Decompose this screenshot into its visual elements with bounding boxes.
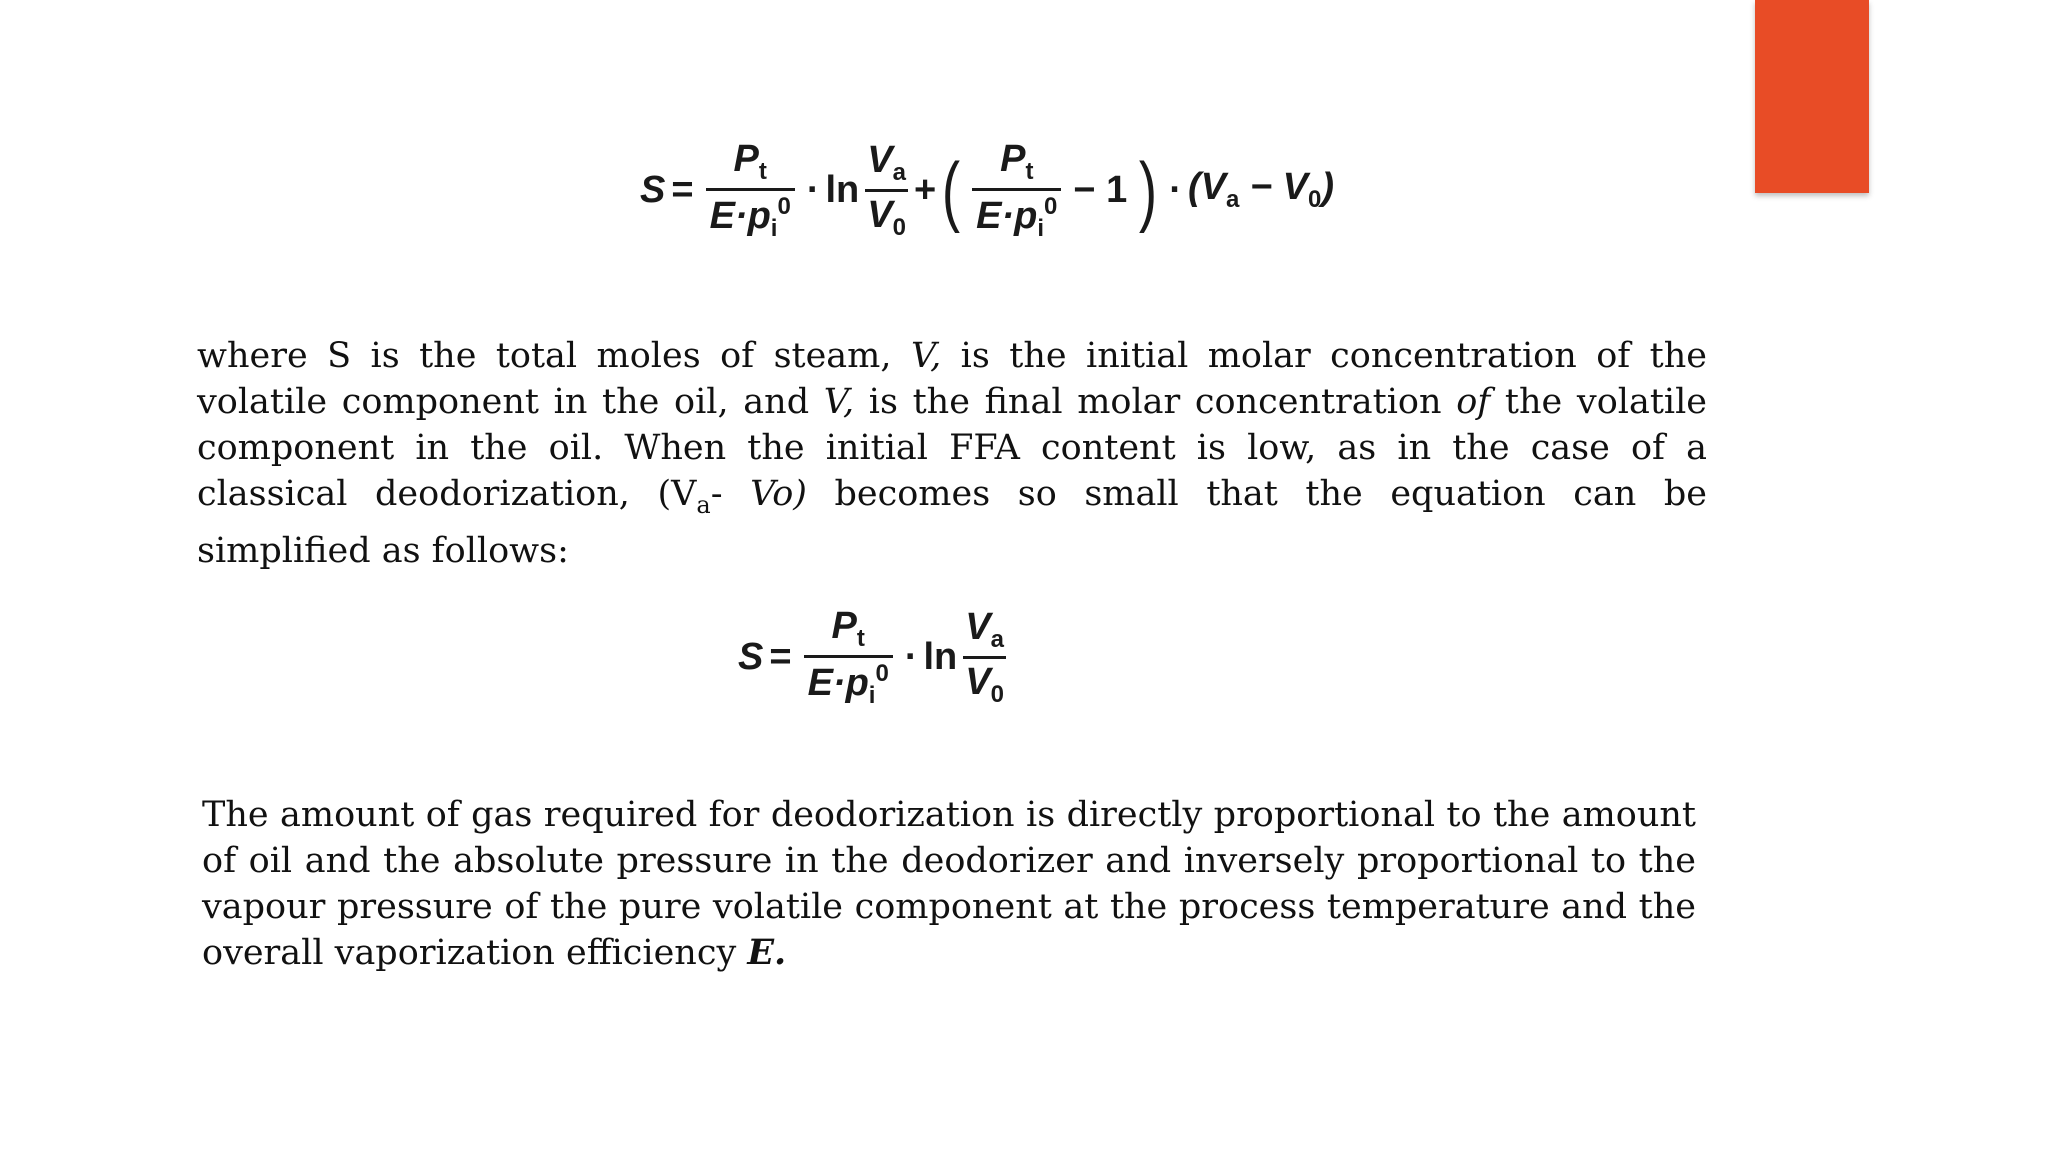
eq1-f1-den-sup: 0: [777, 192, 791, 220]
eq2-f2-den: V: [965, 660, 991, 703]
eq1-ln: ln: [825, 168, 860, 211]
p2-bold-e: E.: [747, 932, 787, 973]
p1-part5: -: [710, 474, 751, 514]
eq1-f1-num: P: [733, 137, 759, 180]
p1-part4: the volatile component in the oil. When the initial FFA content is low, as in the case of a classical deodorization, (V: [197, 382, 1707, 514]
eq1-f2-den: V: [867, 193, 893, 236]
paragraph-gas-requirement: [202, 792, 1696, 976]
p1-of-italic: of: [1456, 382, 1491, 422]
eq1-dot-2: ·: [1169, 168, 1182, 211]
eq1-tail: [1188, 166, 1334, 214]
eq2-dot: ·: [904, 635, 918, 678]
eq1-f3-num: P: [1000, 137, 1026, 180]
eq1-tail-open: (V: [1187, 166, 1226, 208]
eq2-f1-den-sub: i: [868, 681, 876, 709]
eq2-fraction-pressure: [804, 604, 893, 709]
p1-v-italic-1: V,: [910, 336, 942, 376]
equation-full: [640, 130, 1334, 250]
eq1-f2-num: V: [867, 138, 893, 181]
eq1-fraction-pressure-2: [972, 137, 1061, 242]
p1-vo-italic: Vo): [750, 474, 807, 514]
eq1-rparen: ): [1139, 146, 1158, 234]
p1-part6: becomes so small that the equation can be simplified as follows:: [197, 474, 1707, 571]
eq1-lhs: S: [640, 168, 666, 211]
eq2-lhs: S: [738, 635, 764, 678]
eq1-tail-close: ): [1321, 166, 1334, 208]
p1-sub-a: a: [696, 491, 711, 519]
eq1-f3-den: E·p: [976, 194, 1038, 237]
eq1-tail-sub-0: 0: [1307, 186, 1322, 213]
p2-text: The amount of gas required for deodorization is directly proportional to the amount of oil and the absolute pressure in the deodorizer and inversely proportional to the vapour pressure of the pure volatile component at the process temperature and the overall vaporization efficiency: [202, 795, 1696, 973]
eq1-f3-den-sup: 0: [1044, 192, 1058, 220]
eq1-dot: ·: [806, 168, 820, 211]
eq2-f1-den-sup: 0: [875, 659, 889, 687]
eq2-f1-den: E·p: [807, 661, 869, 704]
eq2-f1-num: P: [831, 604, 857, 647]
p1-part2: is the initial molar concentration of the volatile component in the oil, and: [197, 336, 1708, 422]
accent-bar: [1755, 0, 1869, 193]
eq2-ln: ln: [923, 635, 958, 678]
eq1-lparen: (: [942, 146, 961, 234]
eq1-f2-num-sub: a: [892, 158, 906, 186]
eq1-f3-den-sub: i: [1037, 214, 1045, 242]
equation-simplified: [738, 598, 1012, 716]
eq2-f1-num-sub: t: [856, 624, 865, 652]
eq2-f2-den-sub: 0: [990, 680, 1004, 708]
eq1-fraction-pressure: [706, 137, 795, 242]
eq2-f2-num: V: [965, 605, 991, 648]
eq2-f2-num-sub: a: [990, 625, 1004, 653]
eq1-fraction-concentration: [865, 138, 908, 241]
p1-part1: where S is the total moles of steam,: [197, 336, 911, 376]
eq1-f1-den-sub: i: [770, 214, 778, 242]
eq1-f2-den-sub: 0: [892, 213, 906, 241]
p1-part3: is the final molar concentration: [854, 382, 1457, 422]
eq1-f1-den: E·p: [709, 194, 771, 237]
eq1-tail-mid: − V: [1239, 166, 1308, 208]
eq2-fraction-concentration: [963, 605, 1006, 708]
paragraph-definitions: [197, 333, 1707, 574]
eq1-f3-num-sub: t: [1025, 157, 1034, 185]
eq1-f1-num-sub: t: [758, 157, 767, 185]
eq1-equals: =: [671, 168, 694, 211]
p1-v-italic-2: V,: [823, 382, 855, 422]
eq2-equals: =: [769, 635, 792, 678]
eq1-minus-one: − 1: [1073, 168, 1128, 211]
eq1-plus: +: [913, 168, 937, 211]
eq1-tail-sub-a: a: [1225, 186, 1240, 213]
